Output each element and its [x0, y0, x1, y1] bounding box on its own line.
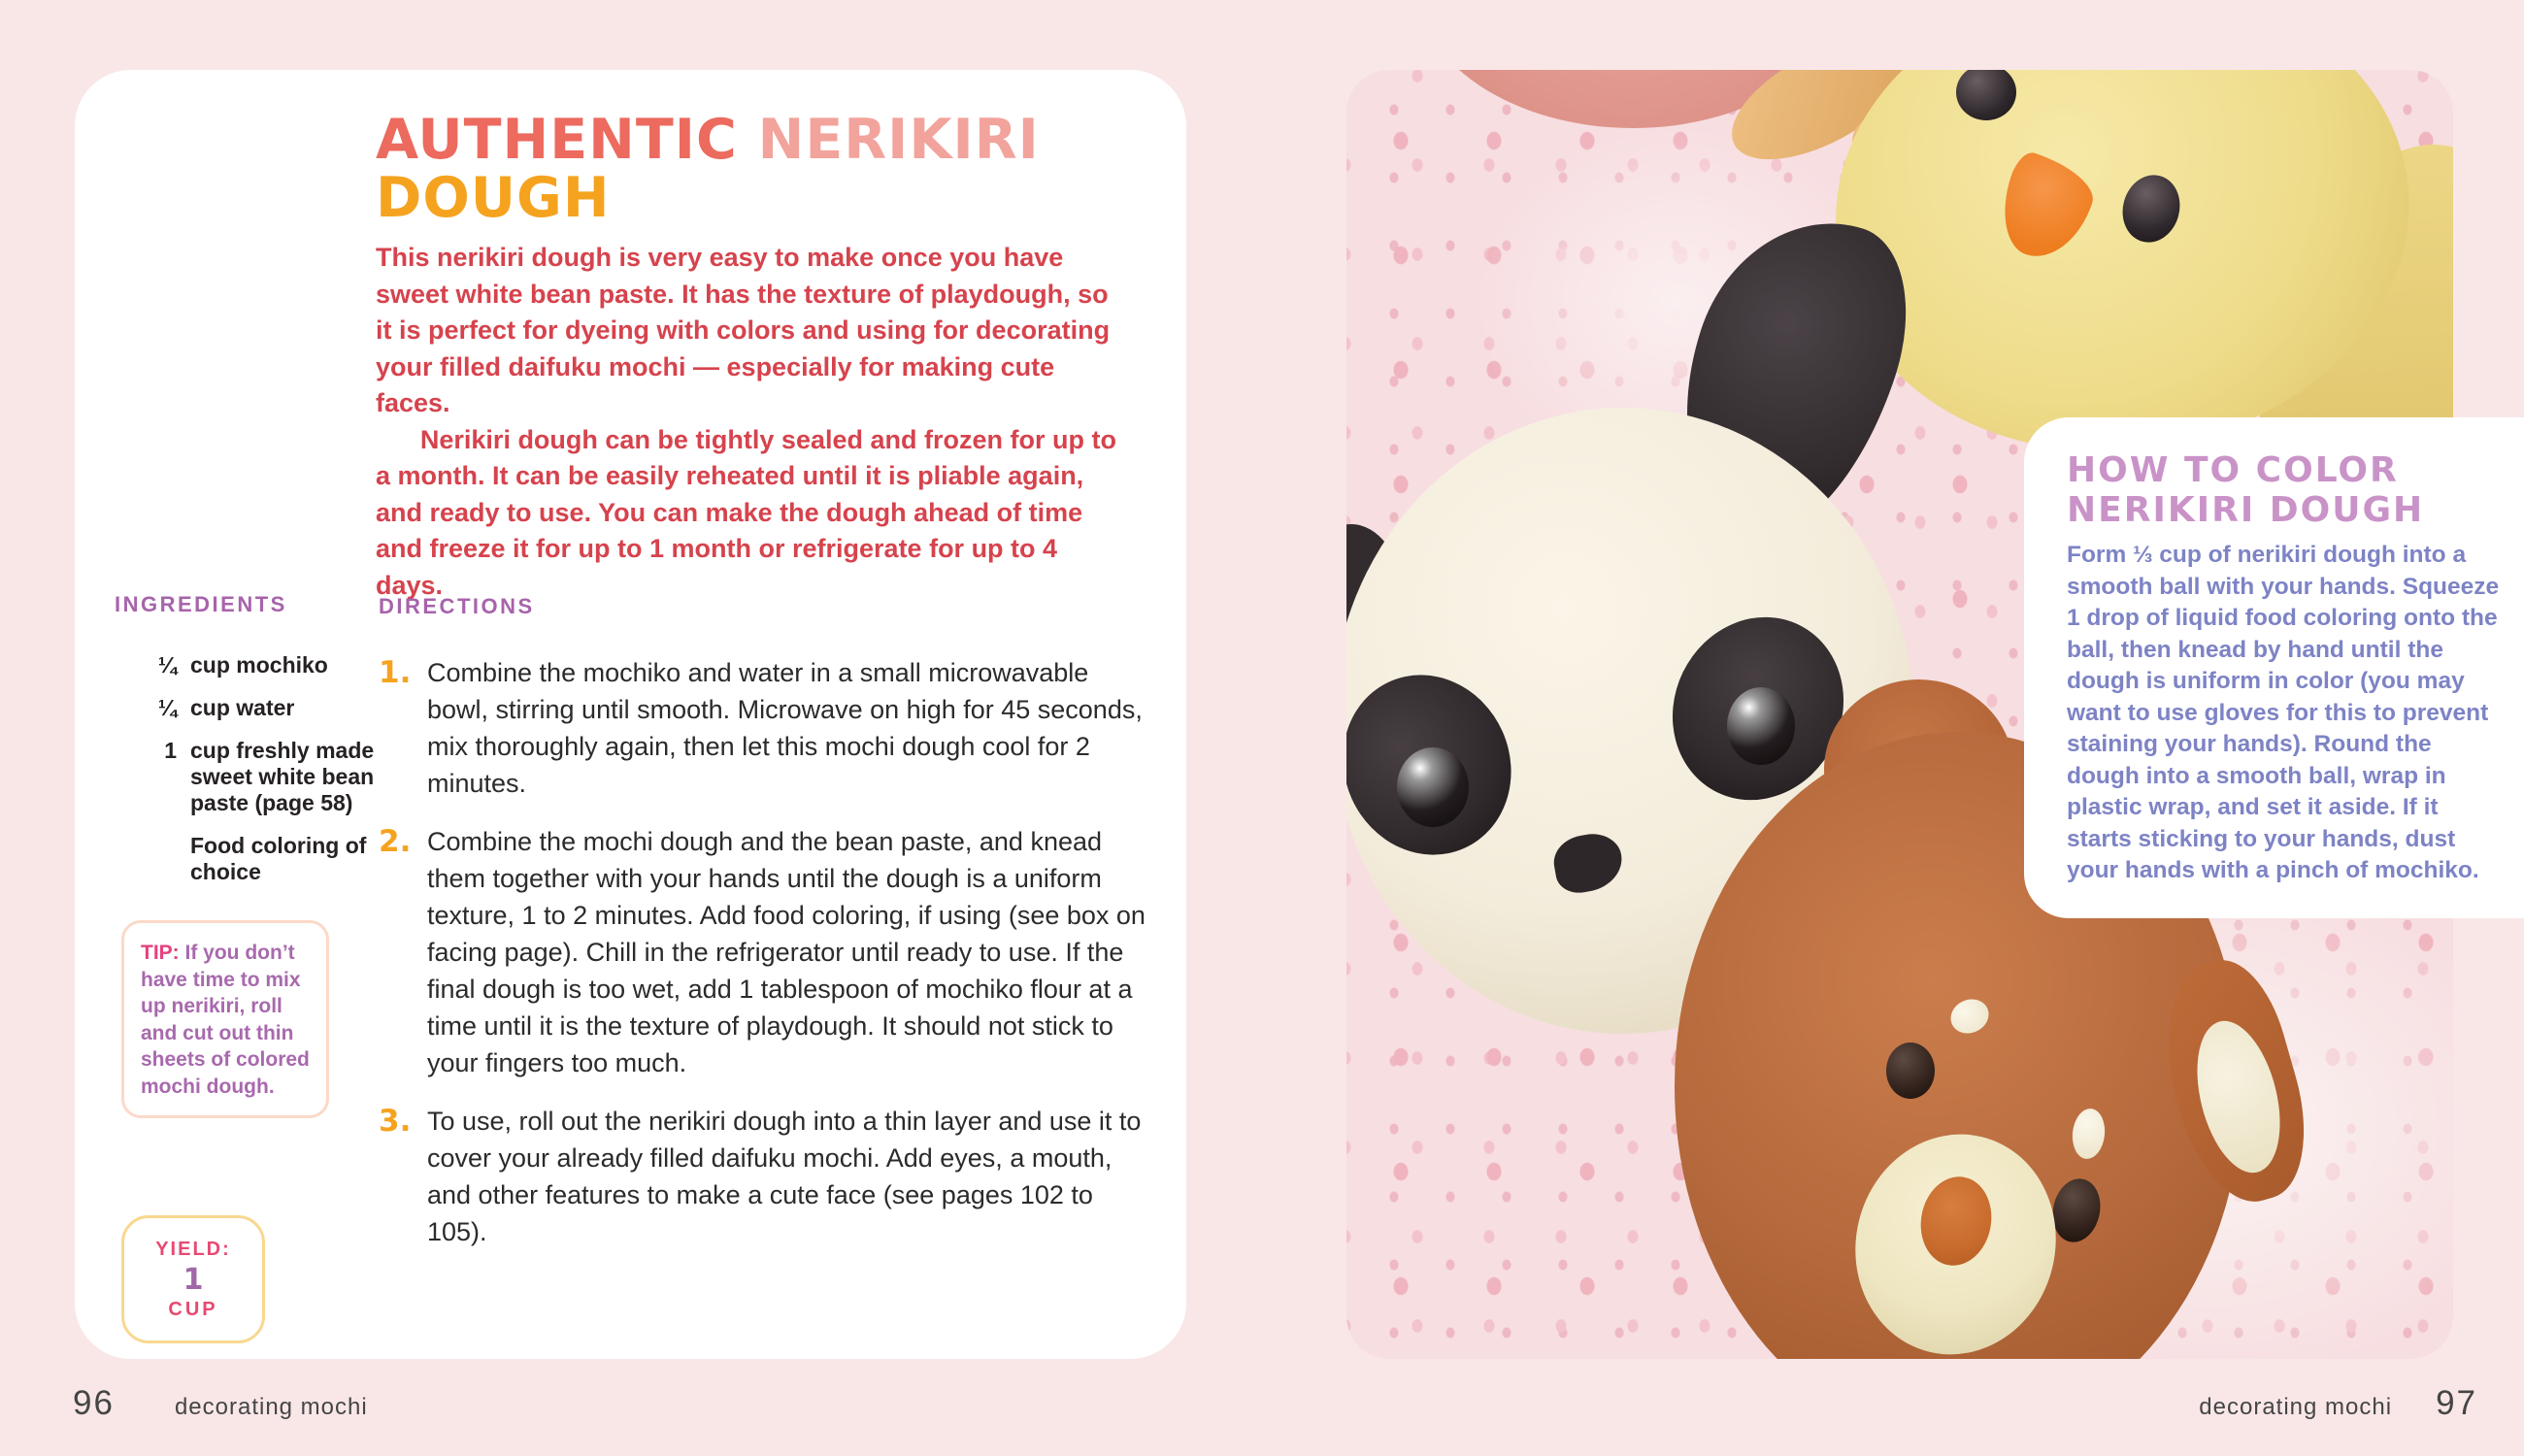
yield-unit: CUP	[168, 1298, 218, 1320]
directions-steps	[379, 654, 1146, 1250]
recipe-title-word-authentic: AUTHENTIC	[376, 108, 738, 172]
step-number: 2.	[379, 824, 412, 859]
tip-label: TIP:	[141, 942, 180, 964]
yield-value: 1	[183, 1262, 204, 1297]
ingredient-item	[115, 652, 386, 678]
directions-header: DIRECTIONS	[379, 594, 535, 618]
step-text: To use, roll out the nerikiri dough into a thin layer and use it to cover your already filled daifuku mochi. Add eyes, a mouth, and other features to make a cute face (see pages 102 to 105).	[427, 1107, 1142, 1246]
ingredient-text: Food coloring of choice	[190, 833, 367, 884]
left-page-footer	[73, 1384, 368, 1423]
recipe-intro-paragraph-2: Nerikiri dough can be tightly sealed and frozen for up to a month. It can be easily reheated until it is pliable again, and ready to use. You can make the dough ahead of time and freeze it for up to 1 month or refrigerate for up to 4 days.	[376, 424, 1116, 600]
ingredient-text: cup freshly made sweet white bean paste (page 58)	[190, 738, 375, 815]
how-to-color-sidebar	[2024, 417, 2524, 918]
recipe-title-word-dough: DOUGH	[376, 166, 611, 230]
ingredient-item	[115, 833, 386, 885]
right-page-number: 97	[2436, 1384, 2477, 1422]
ingredient-text: cup water	[190, 695, 295, 720]
sidebar-title-line1: HOW TO COLOR	[2067, 450, 2399, 490]
step-number: 1.	[379, 655, 412, 690]
ingredient-quantity: ¼	[157, 652, 177, 678]
direction-step	[379, 1103, 1146, 1250]
step-text: Combine the mochiko and water in a small microwavable bowl, stirring until smooth. Microwave on high for 45 seconds, mix thoroughly again, then let this mochi dough cool for 2 minutes.	[427, 658, 1143, 798]
ingredient-quantity: ¼	[157, 695, 177, 720]
ingredient-quantity	[115, 833, 177, 885]
step-text: Combine the mochi dough and the bean paste, and knead them together with your hands until the dough is a uniform texture, 1 to 2 minutes. Add food coloring, if using (see box on facing page). Chill in the refrigerator until ready to use. If the final dough is too wet, add 1 tablespoon of mochiko flour at a time until it is the texture of playdough. It should not stick to your fingers too much.	[427, 827, 1146, 1077]
recipe-intro	[376, 240, 1123, 604]
left-page-number: 96	[73, 1384, 115, 1422]
direction-step	[379, 654, 1146, 802]
right-chapter-title: decorating mochi	[2199, 1394, 2393, 1420]
direction-step	[379, 823, 1146, 1081]
panda-right-pupil	[1727, 687, 1795, 765]
panda-left-pupil	[1397, 747, 1469, 827]
ingredient-text: cup mochiko	[190, 652, 328, 678]
recipe-intro-paragraph-1: This nerikiri dough is very easy to make once you have sweet white bean paste. It has the texture of playdough, so it is perfect for dyeing with colors and using for decorating your filled daifuku mochi — especially for making cute faces.	[376, 243, 1111, 417]
yield-box	[121, 1215, 265, 1343]
yield-label: YIELD:	[155, 1238, 231, 1260]
ingredients-header: INGREDIENTS	[115, 592, 287, 616]
ingredient-quantity: 1	[164, 738, 177, 763]
ingredients-section	[115, 592, 386, 885]
sidebar-body-text: Form ⅓ cup of nerikiri dough into a smooth ball with your hands. Squeeze 1 drop of liquid food coloring onto the ball, then knead by hand until the dough is uniform in color (you may want to use gloves for this to prevent staining your hands). Round the dough into a smooth ball, wrap in plastic wrap, and set it aside. If it starts sticking to your hands, dust your hands with a pinch of mochiko.	[2067, 542, 2500, 883]
recipe-title-word-nerikiri: NERIKIRI	[737, 108, 1040, 172]
recipe-title	[376, 108, 1040, 230]
ingredient-item	[115, 738, 386, 816]
ingredient-item	[115, 695, 386, 721]
sidebar-title-line2: NERIKIRI DOUGH	[2067, 490, 2425, 530]
ingredients-list	[115, 652, 386, 885]
sidebar-title	[2067, 450, 2495, 530]
recipe-page-card	[75, 70, 1186, 1359]
directions-section	[379, 594, 1146, 1250]
left-chapter-title: decorating mochi	[174, 1394, 368, 1420]
step-number: 3.	[379, 1104, 412, 1139]
right-page-footer	[2199, 1384, 2477, 1423]
tip-box	[121, 920, 329, 1118]
tip-text: If you don’t have time to mix up nerikiri, roll and cut out thin sheets of colored mochi dough.	[141, 942, 310, 1098]
bear-left-eye	[1886, 1042, 1935, 1099]
